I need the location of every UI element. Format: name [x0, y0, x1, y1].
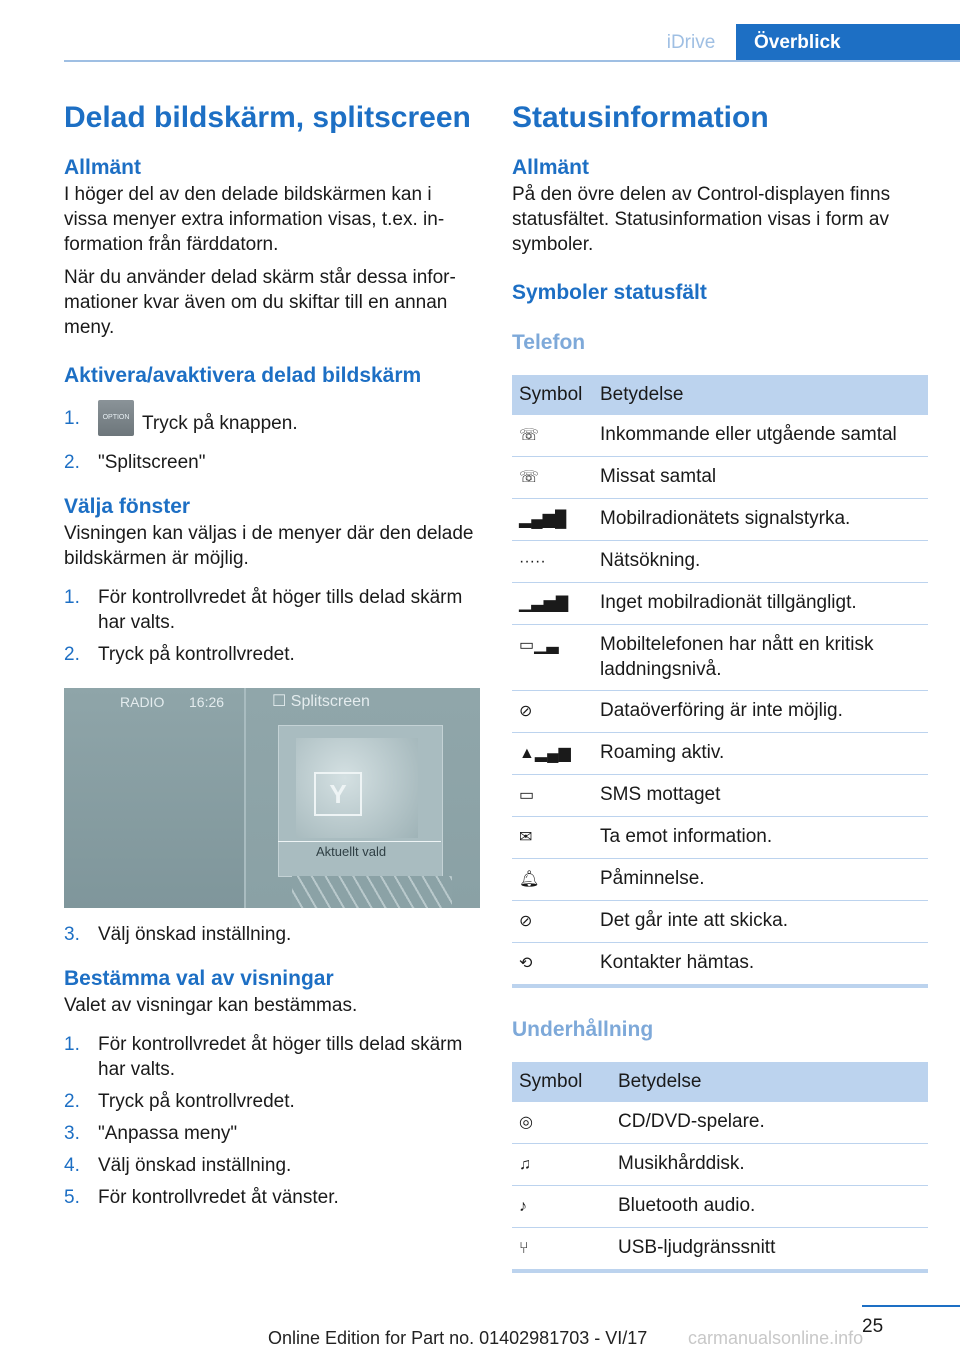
meaning-cell: Roaming aktiv. [593, 733, 928, 775]
table-row [512, 733, 928, 775]
step-text: Tryck på kontrollvredet. [98, 1091, 295, 1112]
tab-overblick[interactable]: Överblick [736, 24, 960, 62]
meaning-cell: Missat samtal [593, 457, 928, 499]
splitscreen-title: Delad bildskärm, splitscreen [64, 101, 471, 134]
cannot-send-icon: ⊘ [519, 913, 533, 930]
meaning-cell: SMS mottaget [593, 775, 928, 817]
contacts-icon: ⟲ [519, 955, 533, 972]
right-allmant-heading: Allmänt [512, 156, 590, 179]
valja-heading: Välja fönster [64, 495, 191, 518]
low-battery-icon: ▭▁▃ [519, 637, 559, 654]
telefon-heading: Telefon [512, 331, 586, 354]
table-row [512, 817, 928, 859]
symbol-cell [512, 541, 593, 583]
symbol-cell [512, 733, 593, 775]
symbol-cell [512, 499, 593, 541]
valja-steps [64, 585, 480, 667]
column-header-betydelse: Betydelse [593, 375, 928, 415]
table-row [512, 691, 928, 733]
screenshot-left-pane [64, 688, 246, 908]
symbol-cell [512, 457, 593, 499]
bestamma-paragraph: Valet av visningar kan bestämmas. [64, 995, 358, 1016]
list-item: 3. "Anpassa meny" [64, 1123, 238, 1144]
meaning-cell: Inget mobilradionät tillgängligt. [593, 583, 928, 625]
list-item: 2. Tryck på kontrollvredet. [64, 1091, 295, 1112]
cd-icon: ◎ [519, 1114, 533, 1131]
underhallning-heading: Underhållning [512, 1018, 654, 1041]
table-row [512, 541, 928, 583]
symbol-cell [512, 415, 593, 457]
table-row [512, 415, 928, 457]
meaning-cell: Kontakter hämtas. [593, 943, 928, 987]
junction-icon: Y [314, 772, 362, 816]
step-text: Tryck på kontrollvredet. [98, 644, 295, 665]
table-row [512, 1102, 928, 1144]
allmant-paragraph-1: I höger del av den delade bildskärmen kan i vissa menyer extra information visas, t.ex. information från färddatorn. [64, 184, 445, 255]
screenshot-splitscreen-label: ☐ Splitscreen [272, 693, 370, 710]
meaning-cell: Mobilradionätets signalstyrka. [593, 499, 928, 541]
table-row [512, 775, 928, 817]
symbol-cell [512, 1102, 611, 1144]
step-text: Välj önskad inställning. [98, 1155, 292, 1176]
meaning-cell: Inkommande eller utgående samtal [593, 415, 928, 457]
meaning-cell: USB-ljudgränssnitt [611, 1228, 928, 1272]
symbol-cell [512, 691, 593, 733]
column-header-betydelse: Betydelse [611, 1062, 928, 1102]
symbol-cell [512, 625, 593, 691]
meaning-cell: Påminnelse. [593, 859, 928, 901]
table-row [512, 583, 928, 625]
valja-paragraph: Visningen kan väljas i de menyer där den delade bildskärmen är möjlig. [64, 523, 474, 569]
symboler-heading: Symboler statusfält [512, 281, 707, 304]
right-allmant-paragraph: På den övre delen av Control-displayen finns statusfältet. Statusinformation visas i form av symboler. [512, 184, 891, 255]
column-header-symbol: Symbol [512, 375, 593, 415]
envelope-icon: ✉ [519, 829, 533, 846]
list-item: 1. För kontrollvredet åt höger tills delad skärm har valts. [64, 1032, 480, 1082]
option-button-icon: OPTION [98, 400, 134, 436]
list-item: 5. För kontrollvredet åt vänster. [64, 1187, 339, 1208]
list-item: 1. OPTION Tryck på knappen. [64, 406, 480, 442]
usb-icon: ⑂ [519, 1240, 529, 1257]
table-row [512, 457, 928, 499]
meaning-cell: Musikhårddisk. [611, 1144, 928, 1186]
symbol-cell [512, 943, 593, 987]
left-column [64, 96, 480, 1217]
statusinformation-title: Statusinformation [512, 101, 769, 134]
list-item: 4. Välj önskad inställning. [64, 1155, 292, 1176]
allmant-paragraph-2: När du använder delad skärm står dessa informationer kvar även om du skiftar till en annan meny. [64, 267, 456, 338]
valja-steps-cont [64, 922, 480, 947]
symbol-cell [512, 1144, 611, 1186]
no-network-icon: ▁▃▅▇ [519, 595, 569, 612]
header-divider [64, 60, 960, 62]
symbol-cell [512, 817, 593, 859]
step-text: Välj önskad inställning. [98, 924, 292, 945]
hard-disk-music-icon: ♫ [519, 1156, 531, 1173]
meaning-cell: Nätsökning. [593, 541, 928, 583]
bell-icon: 🔔︎ [519, 871, 540, 888]
list-item: 2. Tryck på kontrollvredet. [64, 644, 295, 665]
no-data-transfer-icon: ⊘ [519, 703, 533, 720]
symbol-cell [512, 583, 593, 625]
symbol-cell [512, 1186, 611, 1228]
bestamma-heading: Bestämma val av visningar [64, 967, 334, 990]
list-item: 1. För kontrollvredet åt höger tills delad skärm har valts. [64, 585, 480, 635]
sms-icon: ▭ [519, 787, 535, 804]
page-number-line [862, 1305, 960, 1307]
symbol-cell [512, 775, 593, 817]
table-row [512, 1228, 928, 1272]
table-header-row [512, 375, 928, 415]
step-text: För kontrollvredet åt vänster. [98, 1187, 339, 1208]
page-number: 25 [862, 1316, 884, 1337]
step-text: "Anpassa meny" [98, 1123, 238, 1144]
bestamma-steps [64, 1032, 480, 1210]
roaming-icon: ▲▂▄▆ [519, 745, 571, 762]
table-row [512, 499, 928, 541]
step-text: "Splitscreen" [98, 452, 206, 473]
table-row [512, 943, 928, 987]
step-text: För kontrollvredet åt höger tills delad skärm har valts. [98, 587, 463, 633]
meaning-cell: Dataöverföring är inte möjlig. [593, 691, 928, 733]
step-text: Tryck på knappen. [142, 413, 298, 435]
aktivera-heading: Aktivera/avaktivera delad bildskärm [64, 364, 422, 387]
step-text: För kontrollvredet åt höger tills delad skärm har valts. [98, 1034, 463, 1080]
table-row [512, 1144, 928, 1186]
meaning-cell: Ta emot information. [593, 817, 928, 859]
list-item: 2. "Splitscreen" [64, 452, 206, 473]
allmant-heading: Allmänt [64, 156, 142, 179]
right-column [512, 96, 928, 1273]
table-row [512, 625, 928, 691]
screenshot-time: 16:26 [189, 694, 225, 710]
watermark: carmanualsonline.info [688, 1328, 864, 1348]
underhallning-table [512, 1062, 928, 1273]
screenshot-aktuellt-label: Aktuellt vald [316, 844, 387, 859]
bluetooth-audio-icon: ♪ [519, 1198, 527, 1215]
telefon-table [512, 375, 928, 988]
symbol-cell [512, 859, 593, 901]
symbol-cell [512, 901, 593, 943]
network-search-icon: ····· [519, 553, 546, 570]
missed-call-icon: ☏ [519, 469, 540, 486]
meaning-cell: Det går inte att skicka. [593, 901, 928, 943]
aktivera-steps [64, 406, 480, 475]
phone-call-icon: ☏ [519, 427, 540, 444]
screenshot-wheel [292, 876, 452, 908]
symbol-cell [512, 1228, 611, 1272]
checkbox-icon: ☐ [272, 693, 291, 710]
tab-idrive[interactable]: iDrive [666, 32, 716, 53]
screenshot-separator [278, 841, 441, 842]
screenshot-radio-label: RADIO [120, 694, 165, 710]
table-row [512, 859, 928, 901]
meaning-cell: Bluetooth audio. [611, 1186, 928, 1228]
meaning-cell: CD/DVD-spelare. [611, 1102, 928, 1144]
table-row [512, 901, 928, 943]
splitscreen-screenshot [64, 688, 480, 908]
table-header-row [512, 1062, 928, 1102]
footer-edition: Online Edition for Part no. 01402981703 - VI/17 [268, 1328, 648, 1348]
list-item: 3. Välj önskad inställning. [64, 924, 292, 945]
signal-strength-icon: ▂▄▆█ [519, 511, 567, 528]
column-header-symbol: Symbol [512, 1062, 611, 1102]
table-row [512, 1186, 928, 1228]
meaning-cell: Mobiltelefonen har nått en kritisk laddningsnivå. [593, 625, 928, 691]
